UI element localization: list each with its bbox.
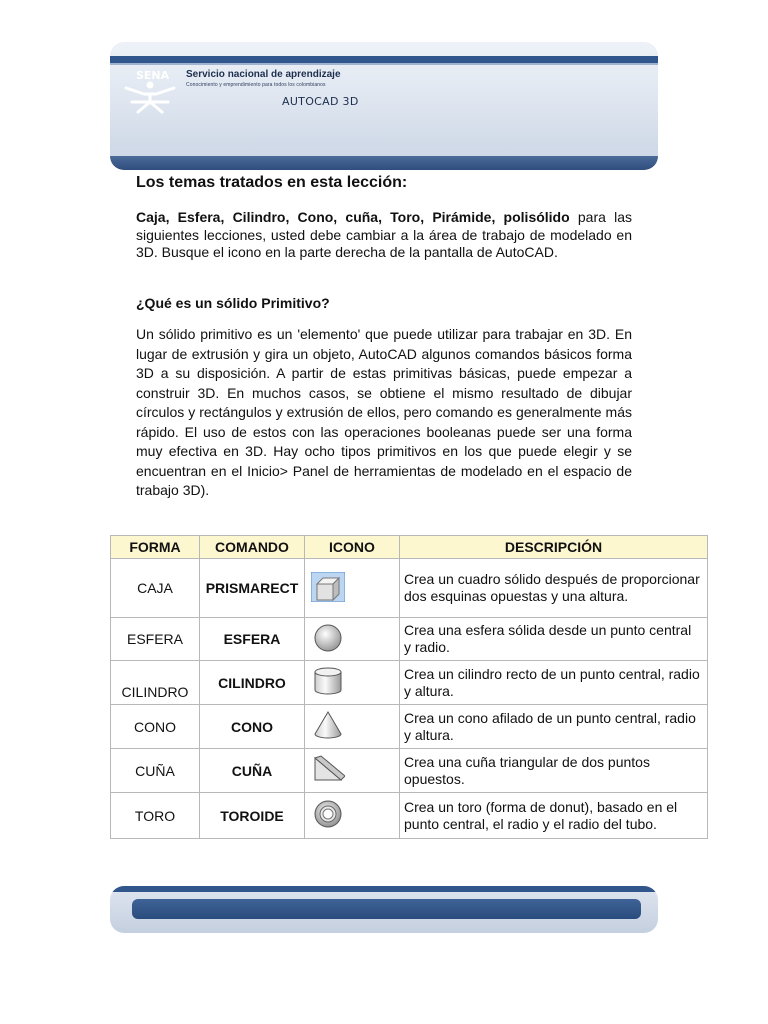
- forma-cell: TORO: [111, 793, 200, 839]
- comando-cell: CILINDRO: [200, 661, 305, 705]
- comando-cell: CONO: [200, 705, 305, 749]
- header-banner: [110, 42, 658, 170]
- icon-cell: [305, 749, 400, 793]
- comando-cell: TOROIDE: [200, 793, 305, 839]
- table-row: [111, 749, 708, 793]
- header-bottom-bar: [110, 156, 658, 170]
- descripcion-cell: Crea un cilindro recto de un punto central, radio y altura.: [400, 661, 708, 705]
- footer-top-bar: [110, 886, 658, 892]
- table-header-row: [111, 536, 708, 559]
- table-row: [111, 618, 708, 661]
- icon-cell: [305, 559, 400, 618]
- org-name: Servicio nacional de aprendizaje: [186, 69, 341, 80]
- forma-cell: CILINDRO: [111, 661, 200, 705]
- icon-cell: [305, 618, 400, 661]
- icon-cell: [305, 705, 400, 749]
- col-icono: ICONO: [305, 536, 400, 559]
- box-icon: [311, 572, 345, 602]
- header-top-bar: [110, 56, 658, 63]
- sena-logo: [122, 68, 178, 114]
- sphere-icon: [311, 623, 345, 653]
- table-row: [111, 661, 708, 705]
- org-tagline: Conocimiento y emprendimiento para todos los colombianos: [186, 82, 326, 88]
- torus-icon: [311, 799, 345, 829]
- lesson-heading: Los temas tratados en esta lección:: [136, 174, 408, 191]
- logo-wordmark: SENA: [136, 69, 170, 82]
- topics-paragraph: [136, 209, 632, 262]
- descripcion-cell: Crea una cuña triangular de dos puntos opuestos.: [400, 749, 708, 793]
- wedge-icon: [311, 754, 345, 784]
- cone-icon: [311, 710, 345, 740]
- comando-cell: PRISMARECT: [200, 559, 305, 618]
- course-title: AUTOCAD 3D: [282, 95, 359, 108]
- comando-cell: ESFERA: [200, 618, 305, 661]
- comando-cell: CUÑA: [200, 749, 305, 793]
- table-row: [111, 705, 708, 749]
- col-comando: COMANDO: [200, 536, 305, 559]
- col-descripcion: DESCRIPCIÓN: [400, 536, 708, 559]
- body-paragraph: Un sólido primitivo es un 'elemento' que puede utilizar para trabajar en 3D. En lugar de extrusión y gira un objeto, AutoCAD algunos comandos básicos forma 3D a su disposición. A partir de estas primitivas básicas, puede empezar a construir 3D. En muchos casos, se obtiene el mismo resultado de dibujar círculos y rectángulos y extrusión de ellos, pero comando es generalmente más rápido. El uso de estos con las operaciones booleanas puede ser una forma muy efectiva en 3D. Hay ocho tipos primitivos en los que puede elegir y se encuentran en el Inicio> Panel de herramientas de modelado en el espacio de trabajo 3D).: [136, 326, 632, 498]
- forma-cell: CUÑA: [111, 749, 200, 793]
- descripcion-cell: Crea una esfera sólida desde un punto central y radio.: [400, 618, 708, 661]
- footer-banner: [110, 886, 658, 933]
- question-heading: ¿Qué es un sólido Primitivo?: [136, 295, 330, 311]
- table-row: [111, 559, 708, 618]
- footer-bar: [132, 899, 641, 919]
- forma-cell: CONO: [111, 705, 200, 749]
- topics-bold: Caja, Esfera, Cilindro, Cono, cuña, Toro, Pirámide, polisólido: [136, 209, 570, 225]
- descripcion-cell: Crea un toro (forma de donut), basado en el punto central, el radio y el radio del tubo.: [400, 793, 708, 839]
- forma-cell: CAJA: [111, 559, 200, 618]
- icon-cell: [305, 661, 400, 705]
- forma-cell: ESFERA: [111, 618, 200, 661]
- topics-rest: para las siguientes lecciones, usted debe cambiar a la área de trabajo de modelado en 3D. Busque el icono en la parte derecha de la pantalla de AutoCAD.: [136, 209, 632, 260]
- cylinder-icon: [311, 666, 345, 696]
- descripcion-cell: Crea un cuadro sólido después de proporcionar dos esquinas opuestas y una altura.: [400, 559, 708, 618]
- col-forma: FORMA: [111, 536, 200, 559]
- header-top-line: [110, 63, 658, 65]
- descripcion-cell: Crea un cono afilado de un punto central, radio y altura.: [400, 705, 708, 749]
- primitives-table: [110, 535, 708, 839]
- table-row: [111, 793, 708, 839]
- icon-cell: [305, 793, 400, 839]
